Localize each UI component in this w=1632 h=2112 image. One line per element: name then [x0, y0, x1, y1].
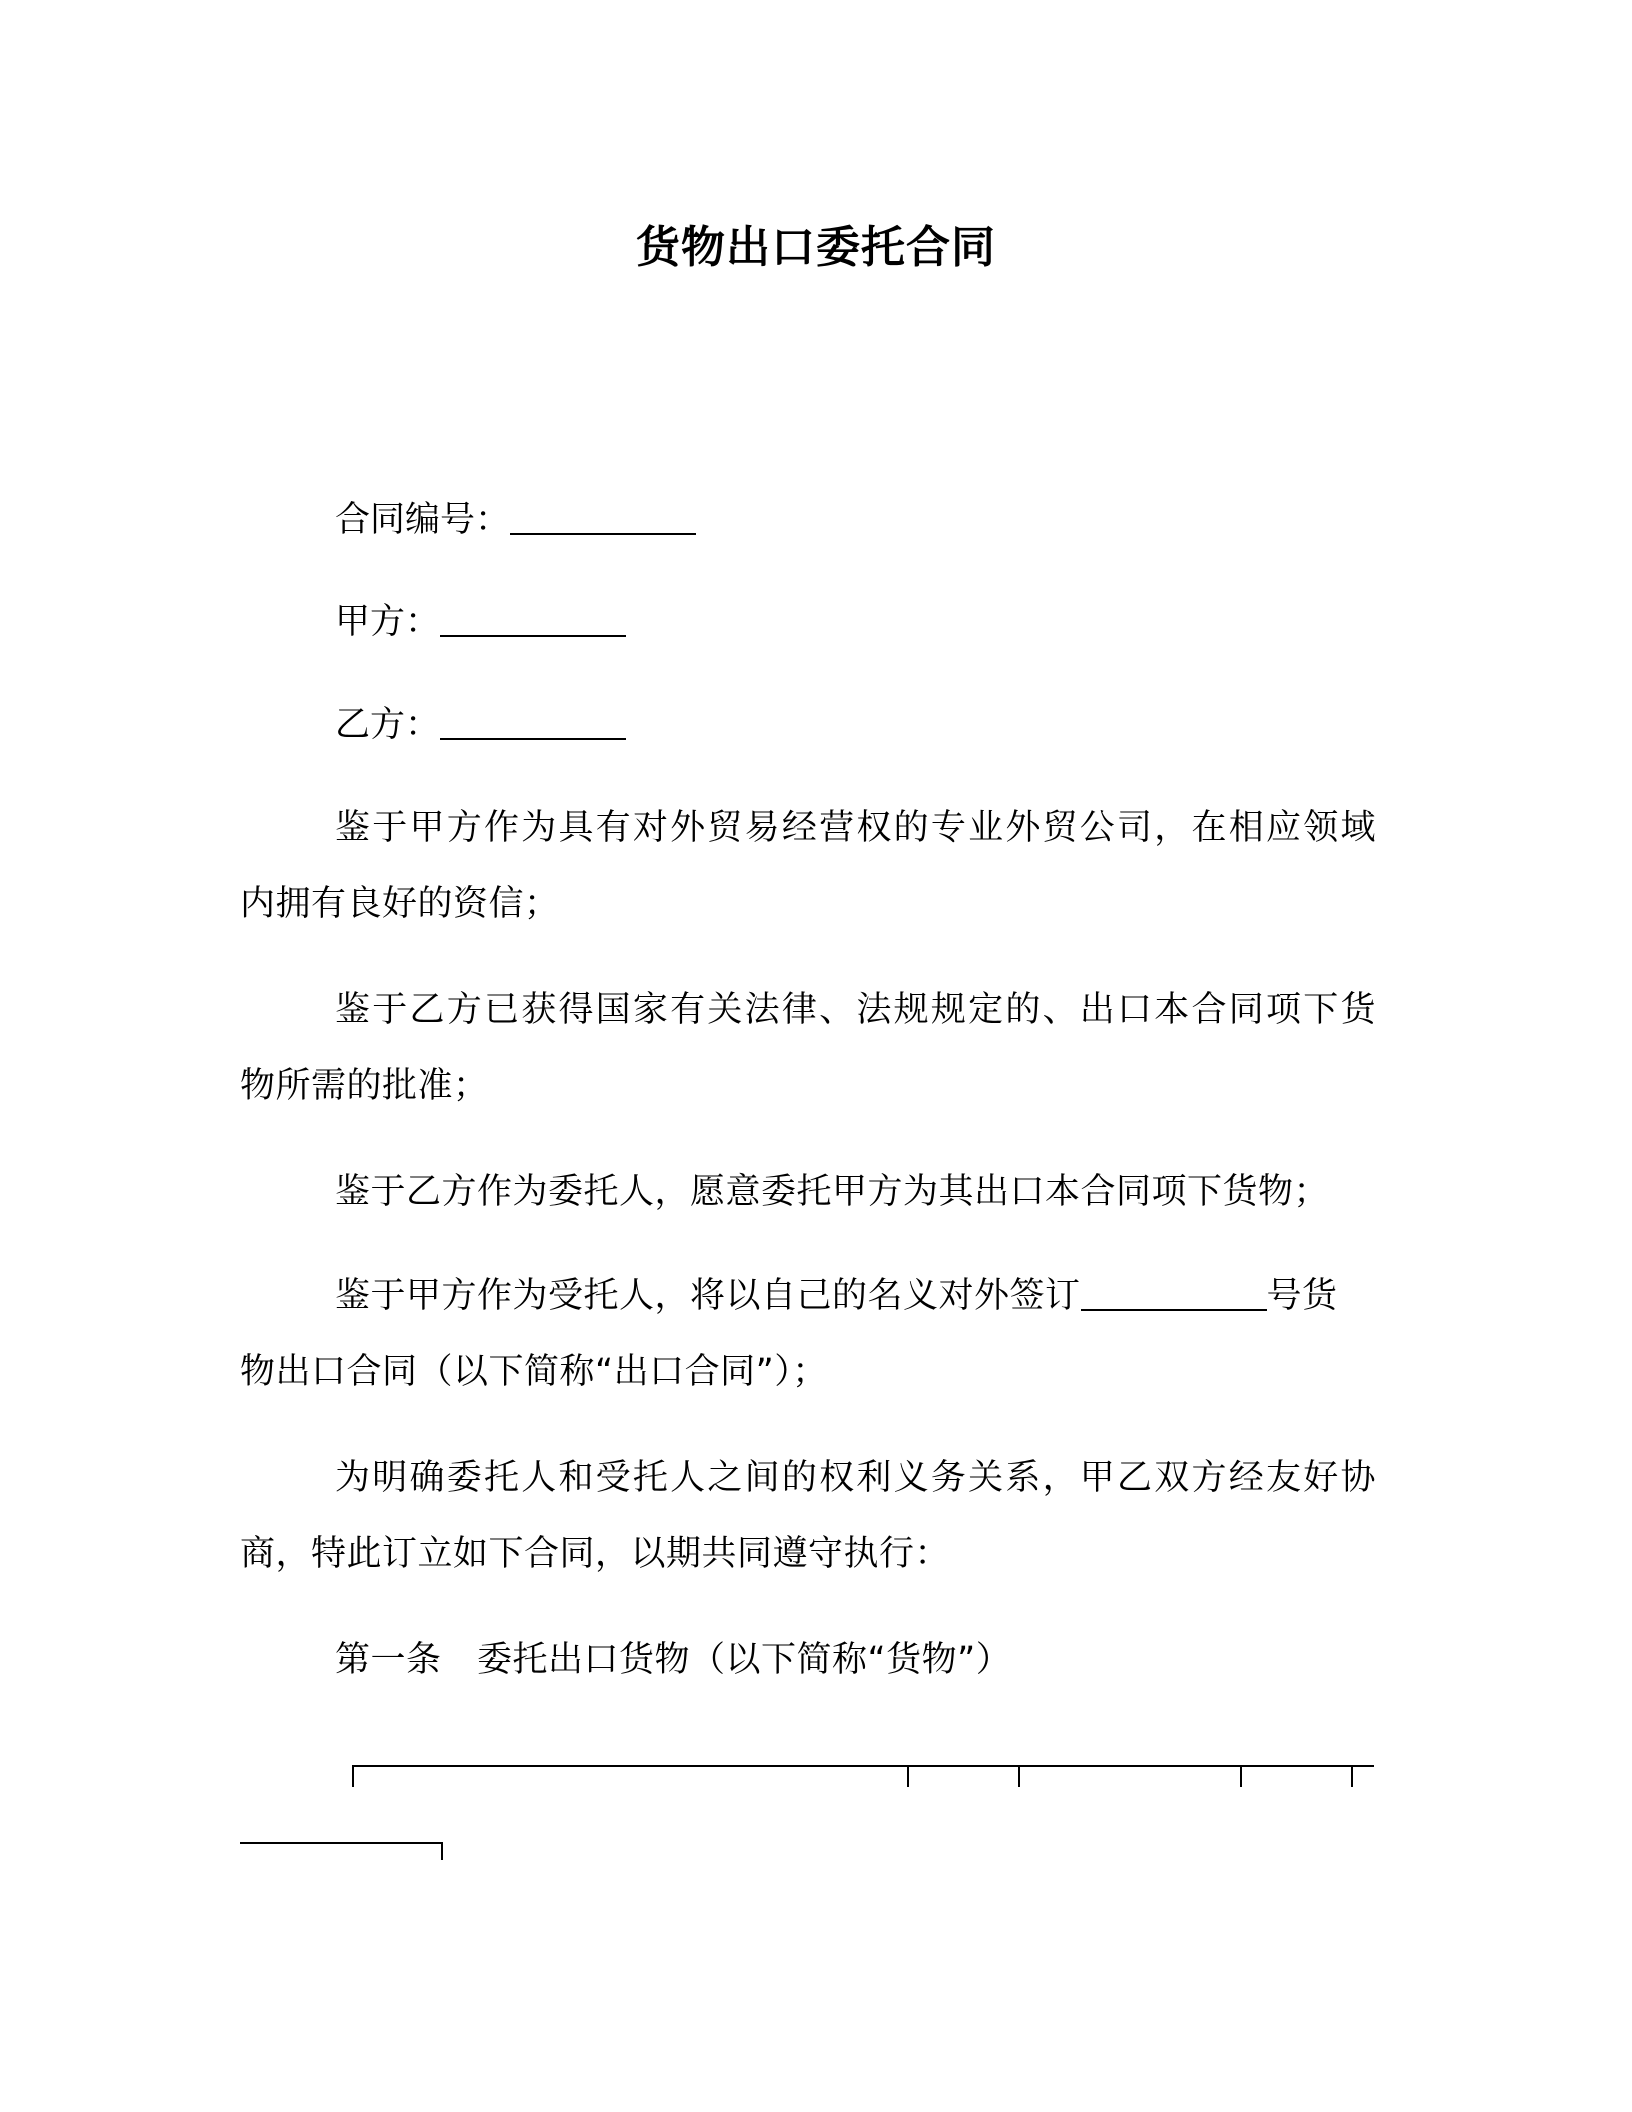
party-a-field — [335, 599, 626, 645]
party-b-field — [335, 702, 626, 748]
recital-paragraph-5 — [240, 1455, 1376, 1577]
recital-2-line-1: 鉴于乙方已获得国家有关法律、法规规定的、出口本合同项下货 — [335, 990, 1376, 1030]
document-title: 货物出口委托合同 — [636, 222, 996, 273]
party-b-label: 乙方： — [335, 705, 441, 745]
article-1-heading-text: 第一条 委托出口货物（以下简称“货物”） — [335, 1640, 1012, 1680]
recital-paragraph-4 — [240, 1273, 1376, 1395]
recital-1-line-2: 内拥有良好的资信； — [240, 884, 560, 924]
footnote-separator — [240, 1842, 442, 1844]
contract-number-field — [335, 497, 696, 543]
contract-number-blank[interactable] — [510, 497, 696, 543]
contract-number-label: 合同编号： — [335, 500, 511, 540]
party-a-label: 甲方： — [335, 602, 441, 642]
recital-4-line-2: 物出口合同（以下简称“出口合同”）； — [240, 1352, 828, 1392]
export-contract-number-blank[interactable] — [1081, 1273, 1267, 1319]
table-column-divider — [352, 1767, 354, 1787]
party-a-blank[interactable] — [440, 599, 626, 645]
table-column-divider — [1351, 1767, 1353, 1787]
table-column-divider — [1018, 1767, 1020, 1787]
table-column-divider — [907, 1767, 909, 1787]
recital-paragraph-3 — [240, 1169, 1376, 1215]
recital-1-line-1: 鉴于甲方作为具有对外贸易经营权的专业外贸公司，在相应领域 — [335, 808, 1376, 848]
recital-3-line-1: 鉴于乙方作为委托人，愿意委托甲方为其出口本合同项下货物； — [335, 1172, 1330, 1212]
goods-table-top-border — [352, 1765, 1374, 1789]
recital-4-text-after-blank: 号货 — [1266, 1276, 1338, 1316]
party-b-blank[interactable] — [440, 702, 626, 748]
recital-4-text-before-blank: 鉴于甲方作为受托人，将以自己的名义对外签订 — [335, 1276, 1081, 1316]
recital-paragraph-1 — [240, 805, 1376, 927]
article-1-heading — [240, 1637, 1376, 1683]
recital-4-line-1 — [240, 1273, 1376, 1319]
table-column-divider — [1240, 1767, 1242, 1787]
recital-5-line-1: 为明确委托人和受托人之间的权利义务关系，甲乙双方经友好协 — [335, 1458, 1376, 1498]
recital-2-line-2: 物所需的批准； — [240, 1066, 489, 1106]
recital-paragraph-2 — [240, 987, 1376, 1109]
recital-5-line-2: 商，特此订立如下合同，以期共同遵守执行： — [240, 1534, 951, 1574]
footnote-separator-tick — [441, 1842, 443, 1860]
